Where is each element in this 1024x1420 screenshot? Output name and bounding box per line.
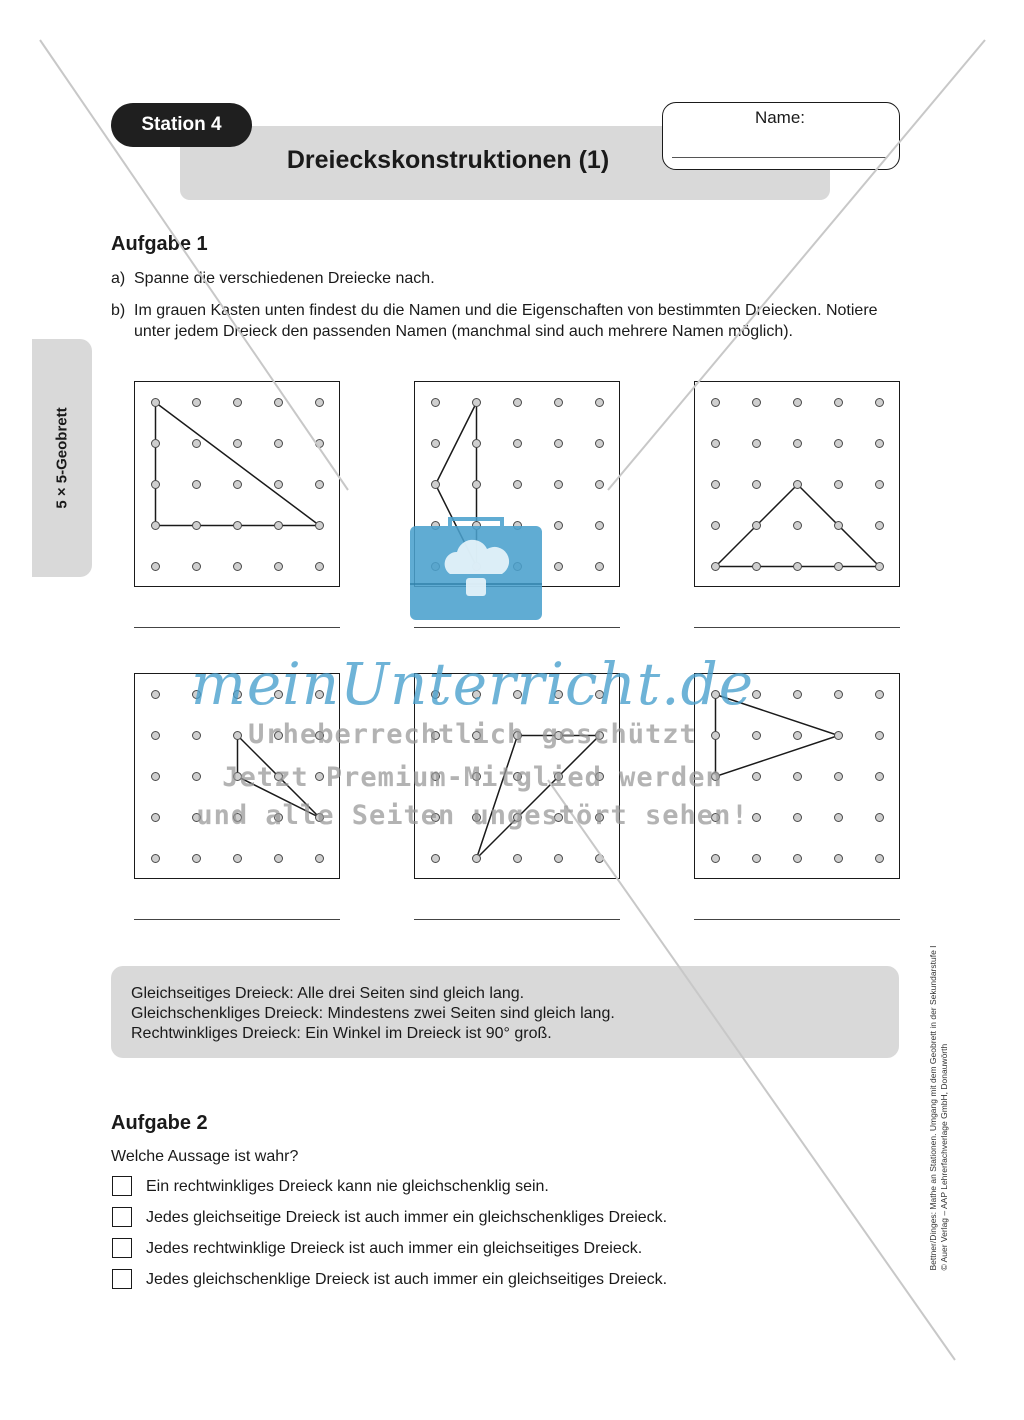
task1-heading: Aufgabe 1	[111, 233, 208, 255]
watermark-brand: meinUnterricht.de	[190, 650, 755, 718]
info-line: Gleichseitiges Dreieck: Alle drei Seiten sind gleich lang.	[131, 985, 525, 1002]
option-label: Jedes gleichschenklige Dreieck ist auch immer ein gleichseitiges Dreieck.	[146, 1271, 668, 1288]
info-line: Rechtwinkliges Dreieck: Ein Winkel im Dreieck ist 90° groß.	[131, 1025, 552, 1042]
task2-heading: Aufgabe 2	[111, 1112, 208, 1134]
page-title: Dreieckskonstruktionen (1)	[286, 146, 610, 174]
option-label: Jedes gleichseitige Dreieck ist auch immer ein gleichschenkliges Dreieck.	[146, 1209, 668, 1226]
option-label: Ein rechtwinkliges Dreieck kann nie gleichschenklig sein.	[146, 1178, 549, 1195]
watermark-line: Jetzt Premium-Mitglied werden	[222, 762, 723, 793]
task1-item-a-text: Spanne die verschiedenen Dreiecke nach.	[134, 270, 435, 287]
option-label: Jedes rechtwinklige Dreieck ist auch immer ein gleichseitiges Dreieck.	[146, 1240, 643, 1257]
task2-question: Welche Aussage ist wahr?	[111, 1148, 299, 1165]
name-label: Name:	[754, 108, 806, 127]
watermark-diagonal-line	[548, 780, 955, 1360]
credit-line: Bettner/Dinges: Mathe an Stationen. Umgang mit dem Geobrett in der Sekundarstufe I	[928, 945, 938, 1271]
task1-item-a-marker: a)	[111, 270, 126, 287]
side-tab-label: 5 × 5-Geobrett	[53, 407, 71, 509]
watermark-line: Urheberrechtlich geschützt	[248, 719, 697, 750]
credit-line: © Auer Verlag – AAP Lehrerfachverlage GmbH, Donauwörth	[939, 1043, 949, 1271]
watermark-diagonal-line	[608, 40, 985, 490]
task1-item-b-marker: b)	[111, 302, 126, 319]
watermark-diagonal-line	[40, 40, 348, 490]
briefcase-cloud-icon	[410, 516, 542, 620]
watermark-line: und alle Seiten ungestört sehen!	[196, 800, 749, 831]
task1-item-b-text: Im grauen Kasten unten findest du die Namen und die Eigenschaften von bestimmten Dreiecken. Notiere unter jedem Dreieck den passenden Namen (manchmal sind auch mehrere Namen möglich).	[134, 302, 878, 340]
info-line: Gleichschenkliges Dreieck: Mindestens zwei Seiten sind gleich lang.	[131, 1005, 615, 1022]
station-badge: Station 4	[111, 103, 252, 147]
